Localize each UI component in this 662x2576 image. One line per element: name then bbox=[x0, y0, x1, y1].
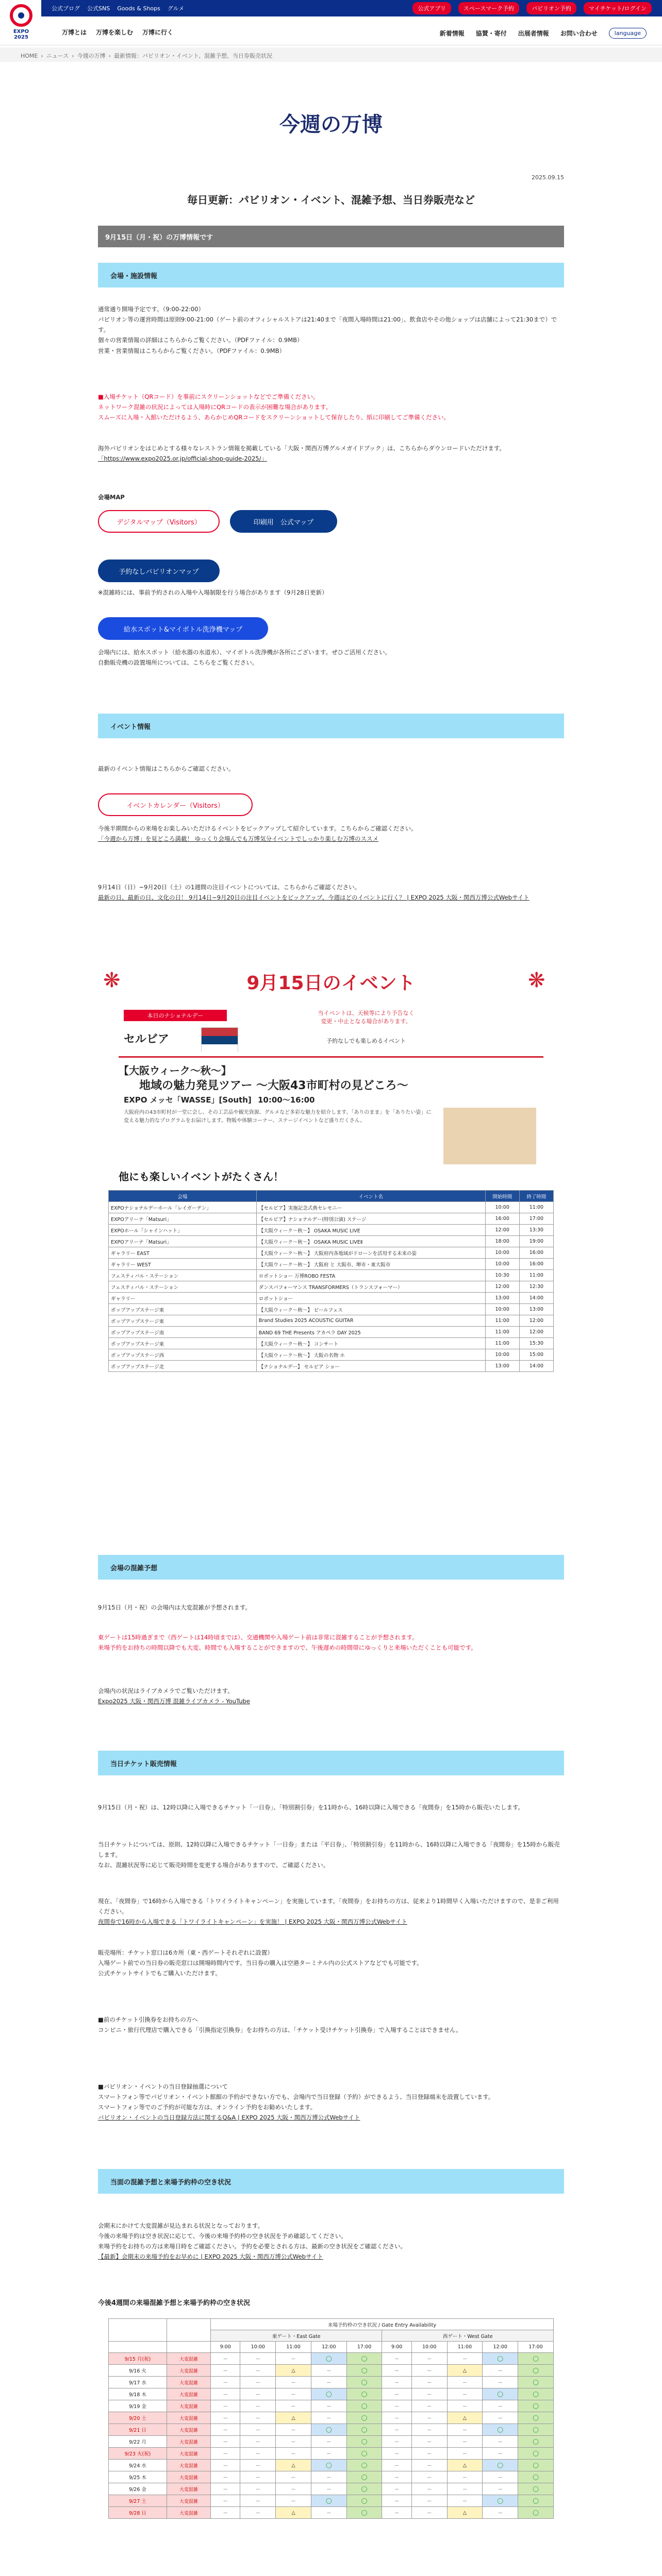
availability-cell[interactable]: － bbox=[411, 2507, 447, 2519]
availability-cell[interactable]: － bbox=[411, 2412, 447, 2424]
availability-cell[interactable]: － bbox=[483, 2377, 518, 2388]
top-link-blog[interactable]: 公式ブログ bbox=[52, 5, 80, 12]
live-camera-link[interactable]: Expo2025 大阪・関西万博 混雑ライブカメラ - YouTube bbox=[98, 1698, 250, 1705]
availability-cell[interactable]: － bbox=[447, 2353, 483, 2365]
no-reserve-map-button[interactable]: 予約なしパビリオンマップ bbox=[98, 560, 220, 582]
availability-cell[interactable]: △ bbox=[276, 2412, 311, 2424]
availability-cell[interactable]: － bbox=[411, 2353, 447, 2365]
national-day-label: 本日のナショナルデー bbox=[124, 1010, 227, 1021]
week-note-link[interactable]: 最新の日、最新の日、文化の日！ 9月14日~9月20日の注目イベントをピックアップ、今週はどのイベントに行く？ | EXPO 2025 大阪・関西万博公式Webサイト bbox=[98, 894, 529, 902]
availability-cell[interactable]: － bbox=[211, 2377, 240, 2388]
event-venue: EXPO メッセ「WASSE」[South] bbox=[124, 1095, 252, 1105]
event-row: EXPOアリーナ「Matsuri」 【大阪ウィーク～秋～】 OSAKA MUSIC LIVEⅡ 18:00 19:00 bbox=[109, 1236, 554, 1247]
water-map-button[interactable]: 給水スポット&マイボトル洗浄機マップ bbox=[98, 617, 268, 640]
nav-sponsor[interactable]: 協賛・寄付 bbox=[475, 30, 507, 37]
nav-news[interactable]: 新着情報 bbox=[439, 30, 465, 37]
onsite-registration: ■パビリオン・イベントの当日登録抽選について スマートフォン等でパビリオン・イベント館館の予約ができない方でも、会場内で当日登録（予約）ができるよう、当日登録端末を設置しています。 スマートフォン等でのご予約が可能な方は、オンライン予約をお勧めいたします。 パビリオン・イベントの当日登録方法に関するQ&A | EXPO 2025 大阪・関西万博公式Webサイト bbox=[98, 2081, 564, 2123]
availability-cell[interactable]: ○ bbox=[518, 2412, 554, 2424]
availability-cell[interactable]: △ bbox=[276, 2460, 311, 2471]
event-row: ポップアップステージ南 BAND 69 THE Presents アカペラ DAY 2025 11:00 12:00 bbox=[109, 1327, 554, 1338]
availability-cell[interactable]: ○ bbox=[483, 2424, 518, 2436]
availability-cell[interactable]: － bbox=[240, 2353, 276, 2365]
availability-cell[interactable]: △ bbox=[447, 2507, 483, 2519]
availability-cell[interactable]: － bbox=[483, 2400, 518, 2412]
availability-cell[interactable]: － bbox=[382, 2495, 411, 2507]
event-calendar-button[interactable]: イベントカレンダー（Visitors） bbox=[98, 793, 253, 816]
availability-cell[interactable]: － bbox=[211, 2353, 240, 2365]
top-link-goods[interactable]: Goods & Shops bbox=[117, 5, 160, 12]
nav-contact[interactable]: お問い合わせ bbox=[560, 30, 598, 37]
event-row: EXPOホール「シャインハット」 【大阪ウィーク～秋～】 OSAKA MUSIC LIVE 12:00 13:30 bbox=[109, 1225, 554, 1236]
availability-cell[interactable]: － bbox=[240, 2495, 276, 2507]
reservation-table-1: 来場予約枠の空き状況 / Gate Entry Availability 東ゲート・East Gate 西ゲート・West Gate 9:00 10:00 11:00 12:00 17:00 9:00 10:00 11:00 12:00 17:00 9/15 月(祝) 大変混雑 － － － ○ ○ － － － ○ ○ 9/16 火 大変混雑 － － △ － ○ － － △ － ○ 9/17 水 大変混雑 － － － － ○ － － － － ○ 9/18 木 大変混雑 － － － ○ ○ － － － ○ ○ 9/19 金 大変混雑 － － － － ○ － － － － ○ 9/20 土 大変混雑 － － △ － ○ － － △ － ○ 9/21 日 大変混雑 － － － ○ ○ － － － ○ ○ 9/22 月 大変混雑 － － － － ○ － － － － ○ 9/23 火(祝) 大変混雑 － － － － ○ － － － － ○ 9/24 水 大変混雑 － － △ ○ ○ － － △ ○ ○ 9/25 木 大変混雑 － － － － ○ － － － － ○ 9/26 金 大変混雑 － － － － ○ － － － － ○ 9/27 土 大変混雑 － － － ○ ○ － － － ○ ○ 9/28 日 大変混雑 － － △ － ○ － － △ － ○ bbox=[108, 2318, 554, 2519]
availability-cell[interactable]: － bbox=[240, 2507, 276, 2519]
availability-cell[interactable]: － bbox=[211, 2424, 240, 2436]
digital-map-button[interactable]: デジタルマップ（Visitors） bbox=[98, 510, 220, 533]
availability-cell[interactable]: － bbox=[311, 2483, 346, 2495]
congestion-red: 東ゲートは15時過ぎまで（西ゲートは14時頃までは）、交通機関や入場ゲート前は非常に混雑することが予想されます。 来場予約をお持ちの時間以降でも大変、時間でも入場することができますので、午後遅めの時間帯にゆっくりと来場いただくことも可能です。 bbox=[98, 1634, 477, 1652]
availability-cell[interactable]: － bbox=[483, 2412, 518, 2424]
availability-cell[interactable]: ○ bbox=[483, 2388, 518, 2400]
availability-cell[interactable]: － bbox=[411, 2471, 447, 2483]
availability-cell[interactable]: － bbox=[447, 2436, 483, 2448]
availability-cell[interactable]: ○ bbox=[346, 2412, 382, 2424]
availability-cell[interactable]: － bbox=[447, 2400, 483, 2412]
availability-cell[interactable]: ○ bbox=[518, 2483, 554, 2495]
availability-cell[interactable]: ○ bbox=[346, 2495, 382, 2507]
section-tickets: 当日チケット販売情報 bbox=[98, 1751, 564, 1775]
availability-cell[interactable]: － bbox=[240, 2460, 276, 2471]
reservation-row: 9/22 月 大変混雑 － － － － ○ － － － － ○ bbox=[109, 2436, 554, 2448]
reservation-row: 9/19 金 大変混雑 － － － － ○ － － － － ○ bbox=[109, 2400, 554, 2412]
availability-cell[interactable]: － bbox=[382, 2412, 411, 2424]
availability-cell[interactable]: ○ bbox=[483, 2495, 518, 2507]
gourmet-note: 海外パビリオンをはじめとする様々なレストラン情報を掲載している「大阪・関西万博グルメガイドブック」は、こちらからダウンロードいただけます。 「https://www.expo2025.or.jp/official-shop-guide-2025/」 bbox=[98, 443, 564, 464]
availability-cell[interactable]: － bbox=[483, 2483, 518, 2495]
event-headline-1: 【大阪ウィーク～秋～】 bbox=[119, 1064, 231, 1077]
congestion-camera: 会場内の状況はライブカメラでご覧いただけます。 Expo2025 大阪・関西万博 混雑ライブカメラ - YouTube bbox=[98, 1686, 564, 1706]
availability-cell[interactable]: － bbox=[382, 2365, 411, 2377]
availability-cell[interactable]: － bbox=[276, 2424, 311, 2436]
event-desc-link[interactable]: 「今週から万博」を見どころ満載！ ゆっくり会場んでも万博気分イベントでしっかり楽しむ万博のススメ bbox=[98, 835, 379, 843]
availability-cell[interactable]: ○ bbox=[518, 2460, 554, 2471]
side-note: 当イベントは、天候等により予告なく 変更・中止となる場合があります。 bbox=[318, 1010, 415, 1025]
availability-cell[interactable]: － bbox=[211, 2460, 240, 2471]
reservation-row: 9/23 火(祝) 大変混雑 － － － － ○ － － － － ○ bbox=[109, 2448, 554, 2460]
availability-cell[interactable]: － bbox=[240, 2483, 276, 2495]
tickets-para-1: 9月15日（月・祝）は、12時以降に入場できるチケット「一日券」、「特別割引券」を11時から、16時以降に入場できる「夜間券」を15時から販売いたします。 bbox=[98, 1804, 524, 1811]
serbia-flag bbox=[201, 1027, 238, 1052]
reservation-row: 9/21 日 大変混雑 － － － ○ ○ － － － ○ ○ bbox=[109, 2424, 554, 2436]
breadcrumb-news[interactable]: ニュース bbox=[46, 53, 69, 59]
availability-cell[interactable]: ○ bbox=[346, 2377, 382, 2388]
availability-cell[interactable]: ○ bbox=[518, 2365, 554, 2377]
twilight-campaign: 現在、「夜間券」で16時から入場できる「トワイライトキャンペーン」を実施しています。「夜間券」をお持ちの方は、従来より1時間早く入場いただけますので、是非ご利用ください。 夜間券で16時から入場できる「トワイライトキャンペーン」を実施！ | EXPO 2025 大阪・関西万博公式Webサイト bbox=[98, 1896, 564, 1927]
page-title: 今週の万博 bbox=[279, 113, 383, 137]
availability-cell[interactable]: ○ bbox=[518, 2495, 554, 2507]
availability-cell[interactable]: － bbox=[276, 2448, 311, 2460]
more-events-heading: 他にも楽しいイベントがたくさん！ bbox=[119, 1171, 284, 1183]
availability-cell[interactable]: △ bbox=[447, 2460, 483, 2471]
publish-date: 2025.09.15 bbox=[532, 174, 564, 181]
availability-cell[interactable]: － bbox=[411, 2365, 447, 2377]
top-link-app[interactable]: 公式アプリ bbox=[412, 2, 451, 14]
reservation-table-title: 今後4週間の来場混雑予想と来場予約枠の空き状況 bbox=[98, 2299, 251, 2307]
availability-cell[interactable]: － bbox=[411, 2495, 447, 2507]
event-desc: 今後半期間からの来場をお楽しみいただけるイベントをピックアップして紹介しています。こちらからご確認ください。 「今週から万博」を見どころ満載！ ゆっくり会場んでも万博気分イベントでしっかり楽しむ万博のススメ bbox=[98, 823, 564, 844]
expo-logo-icon bbox=[10, 4, 32, 27]
event-time: 10:00～16:00 bbox=[258, 1095, 315, 1105]
availability-cell[interactable]: ○ bbox=[346, 2388, 382, 2400]
availability-cell[interactable]: － bbox=[382, 2471, 411, 2483]
event-row: フェスティバル・ステーション ロボットショー 万博ROBO FESTA 10:30 11:00 bbox=[109, 1270, 554, 1281]
no-reserve-note: ※混雑時には、事前予約されの入場や入場制限を行う場合があります（9月28日更新） bbox=[98, 589, 328, 596]
qr-notice: ■入場チケット（QRコード）を事前にスクリーンショットなどでご準備ください。 ネットワーク混雑の状況によっては入場時にQRコードの表示が困難な場合があります。 スムーズに入場・入館いただけるよう、あらかじめQRコードをスクリーンショットして保存したり、紙に印刷してご準備ください。 bbox=[98, 393, 450, 421]
sub-nav bbox=[440, 28, 647, 39]
top-link-space[interactable]: スペースマーク予約 bbox=[458, 2, 519, 14]
availability-cell[interactable]: － bbox=[240, 2400, 276, 2412]
availability-cell[interactable]: － bbox=[447, 2471, 483, 2483]
availability-cell[interactable]: － bbox=[382, 2377, 411, 2388]
availability-cell[interactable]: － bbox=[276, 2495, 311, 2507]
availability-cell[interactable]: － bbox=[240, 2365, 276, 2377]
availability-cell[interactable]: － bbox=[411, 2483, 447, 2495]
nav-visit[interactable]: 万博に行く bbox=[142, 29, 174, 36]
event-row: ギャラリー ロボットショー 13:00 14:00 bbox=[109, 1293, 554, 1304]
availability-cell[interactable]: － bbox=[211, 2483, 240, 2495]
section-reservation: 当面の混雑予想と来場予約枠の空き状況 bbox=[98, 2169, 564, 2194]
congestion-line-1: 9月15日（月・祝）の会場内は大変混雑が予想されます。 bbox=[98, 1604, 252, 1611]
week-note: 9月14日（日）~9月20日（土）の1週間の注目イベントについては、こちらからご確認ください。 最新の日、最新の日、文化の日！ 9月14日~9月20日の注目イベントをピックアップ、今週はどのイベントに行く？ | EXPO 2025 大阪・関西万博公式Webサイト bbox=[98, 882, 564, 903]
availability-cell[interactable]: ○ bbox=[518, 2400, 554, 2412]
availability-cell[interactable]: ○ bbox=[518, 2353, 554, 2365]
breadcrumb: HOME › ニュース › 今週の万博 › 最新情報：パビリオン・イベント、混雑予想、当日券販売状況 bbox=[21, 52, 272, 59]
availability-cell[interactable]: － bbox=[447, 2448, 483, 2460]
availability-cell[interactable]: ○ bbox=[518, 2448, 554, 2460]
availability-cell[interactable]: ○ bbox=[311, 2353, 346, 2365]
event-row: ギャラリー EAST 【大阪ウィーク～秋～】 大阪府内各地域がドローンを活用する未来の姿 10:00 16:00 bbox=[109, 1247, 554, 1259]
language-select[interactable]: language bbox=[609, 28, 647, 39]
page-subtitle: 毎日更新：パビリオン・イベント、混雑予想、当日券販売など bbox=[187, 194, 475, 206]
availability-cell[interactable]: － bbox=[483, 2365, 518, 2377]
expo-logo[interactable]: EXPO 2025 bbox=[5, 4, 37, 41]
event-row: フェスティバル・ステーション ダンスパフォーマンス TRANSFORMERS（トランスフォーマー） 12:00 12:30 bbox=[109, 1281, 554, 1293]
nav-exhibitor[interactable]: 出展者情報 bbox=[518, 30, 549, 37]
breadcrumb-current: 最新情報：パビリオン・イベント、混雑予想、当日券販売状況 bbox=[114, 53, 272, 59]
reservation-row: 9/15 月(祝) 大変混雑 － － － ○ ○ － － － ○ ○ bbox=[109, 2353, 554, 2365]
availability-cell[interactable]: － bbox=[483, 2507, 518, 2519]
availability-cell[interactable]: － bbox=[240, 2388, 276, 2400]
availability-cell[interactable]: － bbox=[240, 2424, 276, 2436]
availability-cell[interactable]: － bbox=[311, 2471, 346, 2483]
reservation-row: 9/20 土 大変混雑 － － △ － ○ － － △ － ○ bbox=[109, 2412, 554, 2424]
availability-cell[interactable]: － bbox=[382, 2400, 411, 2412]
event-photo bbox=[443, 1108, 536, 1164]
event-row: ポップアップステージ東 【大阪ウィーク～秋～】 ビールフェス 10:00 13:00 bbox=[109, 1304, 554, 1315]
availability-cell[interactable]: － bbox=[447, 2495, 483, 2507]
breadcrumb-home[interactable]: HOME bbox=[21, 52, 38, 59]
event-desc: 大阪府内の43市町村が一堂に会し、その工芸品や観光資源、グルメなど多彩な魅力を紹介します。「ありのまま」を「ありたい姿」に変える魅力的なプログラムをお届けします。物販や体験コーナー、ステージイベントなど盛りだくさん。 bbox=[124, 1110, 432, 1124]
availability-cell[interactable]: － bbox=[311, 2507, 346, 2519]
event-line: 最新のイベント情報はこちらからご確認ください。 bbox=[98, 765, 235, 772]
availability-cell[interactable]: － bbox=[240, 2377, 276, 2388]
availability-cell[interactable]: － bbox=[240, 2448, 276, 2460]
availability-cell[interactable]: ○ bbox=[346, 2424, 382, 2436]
twilight-link[interactable]: 夜間券で16時から入場できる「トワイライトキャンペーン」を実施！ | EXPO 2025 大阪・関西万博公式Webサイト bbox=[98, 1918, 407, 1926]
sale-place: 販売場所：チケット窓口は6カ所（東・西ゲートそれぞれに設置） 入場ゲート前での当日券の販売窓口は開場時間内です。当日券の購入は空港ターミナル内の公式ストアなどでも可能です。 公式チケットサイトでもご購入いただけます。 bbox=[98, 1949, 423, 1977]
availability-cell[interactable]: ○ bbox=[346, 2436, 382, 2448]
top-link-gourmet[interactable]: グルメ bbox=[167, 5, 185, 12]
availability-cell[interactable]: － bbox=[311, 2377, 346, 2388]
availability-cell[interactable]: － bbox=[382, 2388, 411, 2400]
decor-left-icon: ❋ bbox=[103, 969, 121, 992]
nav-about[interactable]: 万博とは bbox=[62, 29, 87, 36]
availability-cell[interactable]: ○ bbox=[518, 2471, 554, 2483]
tickets-para-2: 当日チケットについては、原則、12時以降に入場できるチケット「一日券」または「平日券」、「特別割引券」を11時から、16時以降に入場できる「夜間券」を15時から販売します。 なお、混雑状況等に応じて販売時間を変更する場合がありますので、ご確認ください。 bbox=[98, 1841, 560, 1869]
availability-cell[interactable]: － bbox=[276, 2400, 311, 2412]
availability-cell[interactable]: － bbox=[276, 2388, 311, 2400]
availability-cell[interactable]: △ bbox=[447, 2365, 483, 2377]
availability-cell[interactable]: ○ bbox=[518, 2436, 554, 2448]
availability-cell[interactable]: － bbox=[276, 2471, 311, 2483]
availability-cell[interactable]: ○ bbox=[483, 2460, 518, 2471]
availability-cell[interactable]: － bbox=[211, 2507, 240, 2519]
reservation-row: 9/16 火 大変混雑 － － △ － ○ － － △ － ○ bbox=[109, 2365, 554, 2377]
availability-cell[interactable]: － bbox=[211, 2436, 240, 2448]
site-header bbox=[0, 0, 662, 45]
top-bar bbox=[41, 0, 662, 16]
availability-cell[interactable]: － bbox=[211, 2495, 240, 2507]
availability-cell[interactable]: － bbox=[411, 2400, 447, 2412]
availability-cell[interactable]: ○ bbox=[311, 2388, 346, 2400]
section-events: イベント情報 bbox=[98, 714, 564, 738]
availability-cell[interactable]: △ bbox=[447, 2412, 483, 2424]
reservation-row: 9/24 水 大変混雑 － － △ ○ ○ － － △ ○ ○ bbox=[109, 2460, 554, 2471]
availability-cell[interactable]: － bbox=[382, 2460, 411, 2471]
availability-cell[interactable]: － bbox=[311, 2436, 346, 2448]
availability-cell[interactable]: － bbox=[483, 2436, 518, 2448]
availability-cell[interactable]: ○ bbox=[483, 2353, 518, 2365]
availability-cell[interactable]: － bbox=[211, 2400, 240, 2412]
availability-cell[interactable]: － bbox=[211, 2471, 240, 2483]
availability-cell[interactable]: － bbox=[211, 2365, 240, 2377]
availability-cell[interactable]: △ bbox=[276, 2365, 311, 2377]
nav-enjoy[interactable]: 万博を楽しむ bbox=[96, 29, 134, 36]
availability-cell[interactable]: － bbox=[240, 2436, 276, 2448]
map-label: 会場MAP bbox=[98, 494, 125, 501]
availability-cell[interactable]: － bbox=[311, 2412, 346, 2424]
day-header: 9月15日（月・祝）の万博情報です bbox=[98, 226, 564, 247]
availability-cell[interactable]: ○ bbox=[346, 2353, 382, 2365]
event-table: 会場 イベント名 開始時間 終了時間 EXPOナショナルデーホール「レイガーデン」 【セルビア】実施記念式典セレモニー 10:00 11:00 EXPOアリーナ「Matsuri」 【セルビア】ナショナルデー(特別公演) ステージ 16:00 17:00 EXPOホール「シャインハット」 【大阪ウィーク～秋～】 OSAKA MUSIC LIVE 12:00 13:30 EXPOアリーナ「Matsuri」 【大阪ウィーク～秋～】 OSAKA MUSIC LIVEⅡ 18:00 19:00 ギャラリー EAST 【大阪ウィーク～秋～】 大阪府内各地域がドローンを活用する未来の姿 10:00 16:00 ギャラリー WEST 【大阪ウィーク～秋～】 大阪府 と 大阪市、堺市・東大阪市 10:00 16:00 フェスティバル・ステーション ロボットショー 万博ROBO FESTA 10:30 11:00 フェスティバル・ステーション ダンスパフォーマンス TRANSFORMERS（トランスフォーマー） 12:00 12:30 ギャラリー ロボットショー 13:00 14:00 ポップアップステージ東 【大阪ウィーク～秋～】 ビールフェス 10:00 13:00 ポップアップステージ東 Brand Studies 2025 ACOUSTIC GUITAR 11:00 12:00 ポップアップステージ南 BAND 69 THE Presents アカペラ DAY 2025 11:00 12:00 ポップアップステージ東 【大阪ウィーク～秋～】 コンサート 11:00 15:30 ポップアップステージ西 【大阪ウィーク～秋～】 大阪の名物 ホ 10:00 15:00 ポップアップステージ北 【ナショナルデー】 セルビア ショー 13:00 14:00 bbox=[108, 1190, 554, 1372]
top-link-sns[interactable]: 公式SNS bbox=[87, 5, 110, 12]
availability-cell[interactable]: － bbox=[276, 2483, 311, 2495]
registration-link[interactable]: パビリオン・イベントの当日登録方法に関するQ&A | EXPO 2025 大阪・関西万博公式Webサイト bbox=[98, 2114, 360, 2122]
reservation-row: 9/17 水 大変混雑 － － － － ○ － － － － ○ bbox=[109, 2377, 554, 2388]
availability-cell[interactable]: － bbox=[311, 2365, 346, 2377]
availability-cell[interactable]: ○ bbox=[311, 2495, 346, 2507]
section-congestion: 会場の混雑予想 bbox=[98, 1555, 564, 1580]
water-note: 会場内には、給水スポット（給水器の水道水）、マイボトル洗浄機が各所にございます。ぜひご活用ください。 自動販売機の設置場所については、こちらをご覧ください。 bbox=[98, 649, 391, 667]
availability-cell[interactable]: ○ bbox=[346, 2483, 382, 2495]
availability-cell[interactable]: ○ bbox=[346, 2448, 382, 2460]
reservation-row: 9/27 土 大変混雑 － － － ○ ○ － － － ○ ○ bbox=[109, 2495, 554, 2507]
event-card-title: 9月15日のイベント bbox=[246, 973, 416, 994]
reserve-note: ■前のチケット引換券をお持ちの方へ コンビニ・旅行代理店で購入できる「引換指定引換券」をお持ちの方は、「チケット受けチケット引換券」で入場することはできません。 bbox=[98, 2016, 462, 2034]
availability-cell[interactable]: ○ bbox=[346, 2507, 382, 2519]
availability-cell[interactable]: － bbox=[382, 2436, 411, 2448]
reservation-link[interactable]: 【最新】会期末の来場予約をお早めに | EXPO 2025 大阪・関西万博公式Webサイト bbox=[98, 2253, 323, 2261]
availability-cell[interactable]: ○ bbox=[518, 2388, 554, 2400]
decor-right-icon: ❋ bbox=[528, 969, 545, 992]
availability-cell[interactable]: － bbox=[276, 2353, 311, 2365]
availability-cell[interactable]: － bbox=[211, 2448, 240, 2460]
event-headline-2: 地域の魅力発見ツアー ～大阪43市町村の見どころ～ bbox=[139, 1079, 408, 1092]
availability-cell[interactable]: － bbox=[382, 2507, 411, 2519]
availability-cell[interactable]: ○ bbox=[518, 2377, 554, 2388]
event-row: ポップアップステージ東 Brand Studies 2025 ACOUSTIC GUITAR 11:00 12:00 bbox=[109, 1315, 554, 1327]
national-day-country: セルビア bbox=[124, 1033, 170, 1046]
availability-cell[interactable]: － bbox=[483, 2448, 518, 2460]
availability-cell[interactable]: ○ bbox=[311, 2424, 346, 2436]
event-row: ポップアップステージ北 【ナショナルデー】 セルビア ショー 13:00 14:00 bbox=[109, 1361, 554, 1372]
top-link-myticket[interactable]: マイチケット/ログイン bbox=[584, 2, 652, 14]
availability-cell[interactable]: － bbox=[382, 2483, 411, 2495]
availability-cell[interactable]: － bbox=[240, 2412, 276, 2424]
availability-cell[interactable]: △ bbox=[276, 2507, 311, 2519]
availability-cell[interactable]: ○ bbox=[311, 2460, 346, 2471]
availability-cell[interactable]: － bbox=[447, 2424, 483, 2436]
availability-cell[interactable]: － bbox=[311, 2448, 346, 2460]
availability-cell[interactable]: － bbox=[211, 2388, 240, 2400]
availability-cell[interactable]: ○ bbox=[346, 2471, 382, 2483]
availability-cell[interactable]: － bbox=[276, 2436, 311, 2448]
availability-cell[interactable]: － bbox=[411, 2460, 447, 2471]
availability-cell[interactable]: － bbox=[382, 2424, 411, 2436]
availability-cell[interactable]: ○ bbox=[346, 2400, 382, 2412]
reservation-row: 9/18 木 大変混雑 － － － ○ ○ － － － ○ ○ bbox=[109, 2388, 554, 2400]
event-row: ポップアップステージ東 【大阪ウィーク～秋～】 コンサート 11:00 15:30 bbox=[109, 1338, 554, 1349]
availability-cell[interactable]: － bbox=[382, 2353, 411, 2365]
event-row: EXPOナショナルデーホール「レイガーデン」 【セルビア】実施記念式典セレモニー 10:00 11:00 bbox=[109, 1202, 554, 1213]
availability-cell[interactable]: ○ bbox=[346, 2460, 382, 2471]
availability-cell[interactable]: － bbox=[483, 2471, 518, 2483]
availability-cell[interactable]: － bbox=[311, 2400, 346, 2412]
availability-cell[interactable]: － bbox=[447, 2377, 483, 2388]
availability-cell[interactable]: － bbox=[382, 2448, 411, 2460]
main-nav bbox=[62, 28, 173, 37]
availability-cell[interactable]: ○ bbox=[346, 2365, 382, 2377]
availability-cell[interactable]: － bbox=[411, 2377, 447, 2388]
reservation-text: 会期末にかけて大変混雑が見込まれる状況となっております。 今後の来場予約は空き状況に応じて、今後の来場予約枠の空き状況を予め確認してください。 来場予約をお持ちの方は来場日時をご確認ください。予約を必要とされる方は、最新の空き状況をご確認ください。 【最新】会期末の来場予約をお早めに | EXPO 2025 大阪・関西万博公式Webサイト bbox=[98, 2221, 564, 2262]
availability-cell[interactable]: ○ bbox=[518, 2507, 554, 2519]
venue-info-text: 通常通り開場予定です。（9:00-22:00） パビリオン等の運営時間は原則9:00-21:00（ゲート前のオフィシャルストアは21:40まで「夜間入場時間は21:00」、飲食店やその他ショップは店舗によって21:30まで）です。 個々の営業情報の詳細はこちらからご覧ください。（PDFファイル：0.9MB） 営業・営業情報はこちらからご覧ください。（PDFファイル：0.9MB） bbox=[98, 306, 557, 354]
event-row: ポップアップステージ西 【大阪ウィーク～秋～】 大阪の名物 ホ 10:00 15:00 bbox=[109, 1349, 554, 1361]
top-link-pavilion[interactable]: パビリオン予約 bbox=[526, 2, 576, 14]
availability-cell[interactable]: － bbox=[411, 2436, 447, 2448]
availability-cell[interactable]: － bbox=[240, 2471, 276, 2483]
reservation-row: 9/25 木 大変混雑 － － － － ○ － － － － ○ bbox=[109, 2471, 554, 2483]
availability-cell[interactable]: ○ bbox=[518, 2424, 554, 2436]
section-venue-info: 会場・施設情報 bbox=[98, 263, 564, 287]
breadcrumb-week[interactable]: 今週の万博 bbox=[77, 53, 106, 59]
availability-cell[interactable]: － bbox=[447, 2388, 483, 2400]
availability-cell[interactable]: － bbox=[411, 2424, 447, 2436]
print-map-button[interactable]: 印刷用 公式マップ bbox=[230, 510, 337, 533]
reservation-row: 9/26 金 大変混雑 － － － － ○ － － － － ○ bbox=[109, 2483, 554, 2495]
availability-cell[interactable]: － bbox=[211, 2412, 240, 2424]
event-row: ギャラリー WEST 【大阪ウィーク～秋～】 大阪府 と 大阪市、堺市・東大阪市 10:00 16:00 bbox=[109, 1259, 554, 1270]
gourmet-link[interactable]: 「https://www.expo2025.or.jp/official-shop-guide-2025/」 bbox=[98, 455, 267, 463]
availability-cell[interactable]: － bbox=[411, 2388, 447, 2400]
availability-cell[interactable]: － bbox=[276, 2377, 311, 2388]
reservation-row: 9/28 日 大変混雑 － － △ － ○ － － △ － ○ bbox=[109, 2507, 554, 2519]
reservation-note: 予約なしでも楽しめるイベント bbox=[326, 1038, 406, 1044]
availability-cell[interactable]: － bbox=[411, 2448, 447, 2460]
event-row: EXPOアリーナ「Matsuri」 【セルビア】ナショナルデー(特別公演) ステージ 16:00 17:00 bbox=[109, 1213, 554, 1225]
availability-cell[interactable]: － bbox=[447, 2483, 483, 2495]
